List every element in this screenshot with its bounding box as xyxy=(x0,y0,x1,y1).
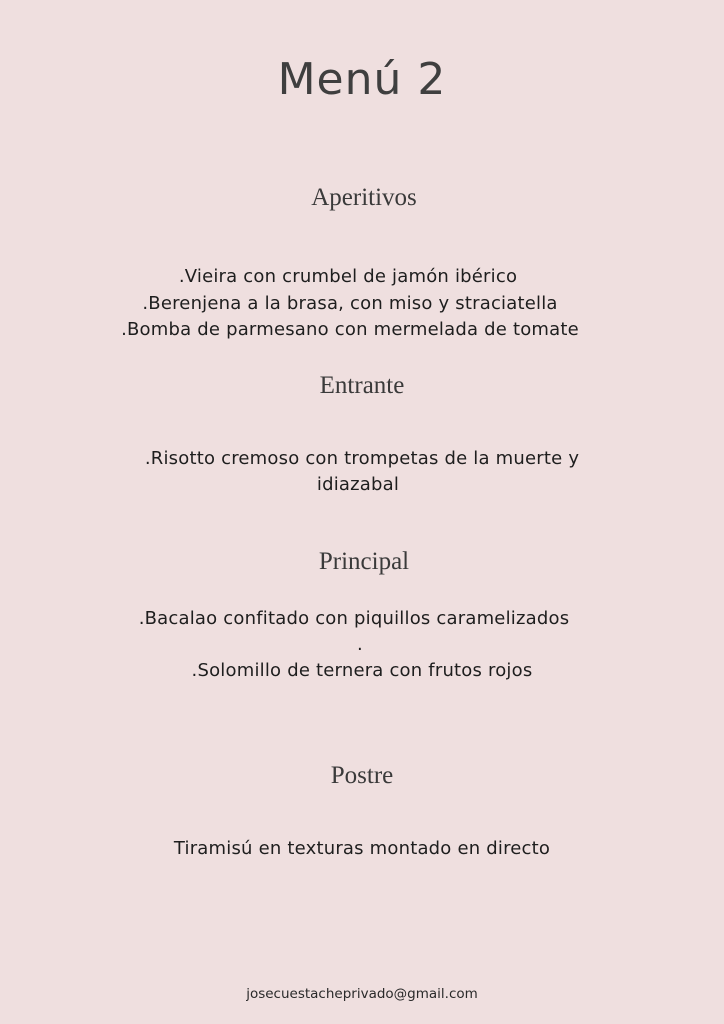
menu-item-bomba: .Bomba de parmesano con mermelada de tomate xyxy=(121,319,579,340)
section-heading-principal: Principal xyxy=(318,548,410,575)
menu-title: Menú 2 xyxy=(277,54,447,105)
section-heading-aperitivos: Aperitivos xyxy=(311,184,417,211)
menu-item-bacalao: .Bacalao confitado con piquillos caramelizados xyxy=(138,608,570,629)
menu-item-risotto-continued: idiazabal xyxy=(316,474,400,495)
contact-email: josecuestacheprivado@gmail.com xyxy=(246,986,478,1002)
menu-item-solomillo: .Solomillo de ternera con frutos rojos xyxy=(191,660,533,681)
menu-item-vieira: .Vieira con crumbel de jamón ibérico xyxy=(178,266,518,287)
menu-item-risotto: .Risotto cremoso con trompetas de la muerte y xyxy=(144,448,580,469)
section-heading-entrante: Entrante xyxy=(319,372,405,399)
menu-item-berenjena: .Berenjena a la brasa, con miso y straciatella xyxy=(142,293,558,314)
menu-item-separator: . xyxy=(357,634,363,655)
menu-item-tiramisu: Tiramisú en texturas montado en directo xyxy=(173,838,551,859)
section-heading-postre: Postre xyxy=(330,762,394,789)
